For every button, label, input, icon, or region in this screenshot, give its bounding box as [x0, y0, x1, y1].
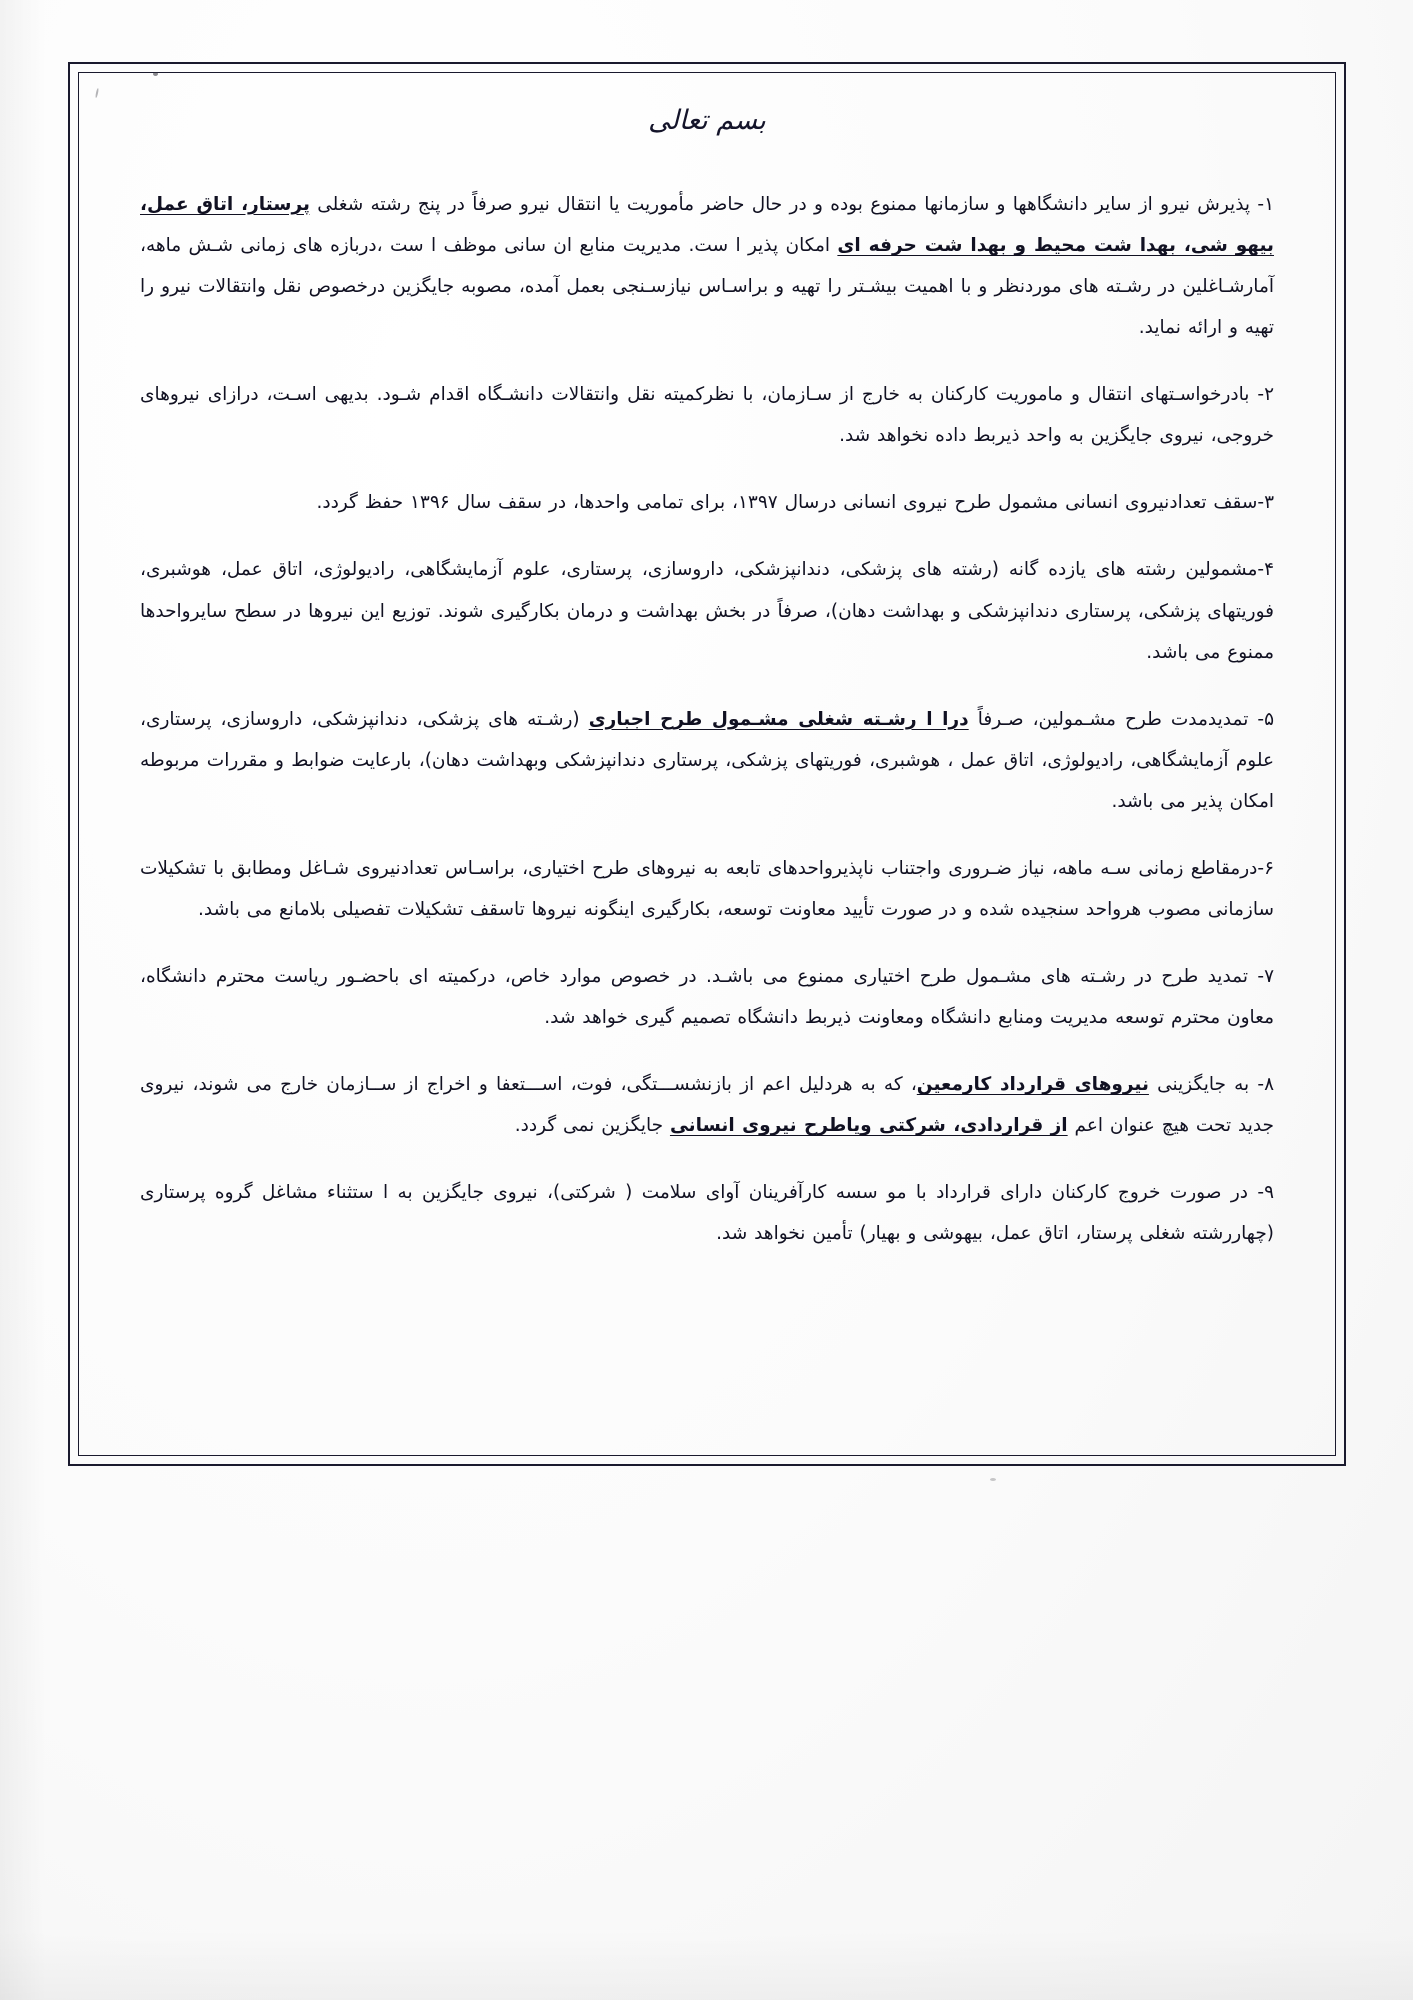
clause-text: امکان پذیر ا ست. مدیریت منابع ان سانی موظف ا ست ،دربازه های زمانی شـش ماهه، آمارشـاغلین در رشـته های موردنظر و با اهمیت بیشـتر را تهیه و براسـاس نیازسـنجی بعمل آمده، مصوبه جایگزین درخصوص نقل وانتقالات نیرو را تهیه و ارائه نماید. [140, 235, 1274, 339]
clause-3 [140, 482, 1274, 523]
clause-1 [140, 184, 1274, 348]
scan-edge-shadow-left [0, 0, 46, 2000]
document-header-basmala: بسم تعالی [648, 105, 766, 136]
emphasized-text: از قراردادی، شرکتی ویاطرح نیروی انسانی [669, 1115, 1068, 1137]
clause-text: ۸- به جایگزینی [1148, 1074, 1274, 1096]
clause-9 [140, 1172, 1274, 1254]
clause-4 [140, 549, 1274, 672]
clause-5 [140, 699, 1274, 822]
clause-text: ۲- بادرخواسـتهای انتقال و ماموریت کارکنان به خارج از سـازمان، با نظرکمیته نقل وانتقالات دانشـگاه اقدام شـود. بدیهی اسـت، درازای نیروهای خروجی، نیروی جایگزین به واحد ذیربط داده نخواهد شد. [140, 384, 1274, 447]
emphasized-text: نیروهای قرارداد کارمعین [916, 1074, 1149, 1096]
clause-6 [140, 848, 1274, 930]
clause-list [140, 184, 1274, 1254]
clause-text: ۹- در صورت خروج کارکنان دارای قرارداد با مو سسه کارآفرینان آوای سلامت ( شرکتی)، نیروی جایگزین به ا ستثناء مشاغل گروه پرستاری (چهاررشته شغلی پرستار، اتاق عمل، بیهوشی و بهیار) تأمین نخواهد شد. [140, 1182, 1274, 1245]
emphasized-text: پرستار، اتاق عمل، بیهو شی، بهدا شت محیط و بهدا شت حرفه ای [140, 194, 1274, 257]
clause-text: (رشـته های پزشکی، دندانپزشکی، داروسازی، پرستاری، علوم آزمایشگاهی، رادیولوژی، اتاق عمل ، هوشبری، فوریتهای پزشکی، پرستاری دندانپزشکی وبهداشت دهان)، بارعایت ضوابط و مقررات مربوطه امکان پذیر می باشد. [140, 708, 1274, 812]
document-body [118, 95, 1296, 1435]
clause-text: ۵- تمدیدمدت طرح مشـمولین، صـرفاً [968, 708, 1274, 730]
scan-speck [990, 1478, 996, 1481]
clause-text: جایگزین نمی گردد. [514, 1115, 670, 1137]
clause-7 [140, 956, 1274, 1038]
clause-2 [140, 374, 1274, 456]
clause-text: ۳-سقف تعدادنیروی انسانی مشمول طرح نیروی انسانی درسال ۱۳۹۷، برای تمامی واحدها، در سقف سال ۱۳۹۶ حفظ گردد. [316, 492, 1274, 514]
clause-text: ۶-درمقاطع زمانی سـه ماهه، نیاز ضـروری واجتناب ناپذیرواحدهای تابعه به نیروهای طرح اختیاری، براسـاس تعدادنیروی شـاغل ومطابق با تشکیلات سازمانی مصوب هرواحد سنجیده شده و در صورت تأیید معاونت توسعه، بکارگیری اینگونه نیروها تاسقف تشکیلات تفصیلی بلامانع می باشد. [140, 857, 1274, 920]
clause-text: ۴-مشمولین رشته های یازده گانه (رشته های پزشکی، دندانپزشکی، داروسازی، پرستاری، علوم آزمایشگاهی، رادیولوژی، اتاق عمل، هوشبری، فوریتهای پزشکی، پرستاری دندانپزشکی و بهداشت دهان)، صرفاً در بخش بهداشت و درمان بکارگیری شوند. توزیع این نیروها در سطح سایرواحدها ممنوع می باشد. [140, 559, 1274, 663]
scan-edge-shadow-bottom [0, 1930, 1413, 2000]
clause-8 [140, 1064, 1274, 1146]
clause-text: ۷- تمدید طرح در رشـته های مشـمول طرح اختیاری ممنوع می باشـد. در خصوص موارد خاص، درکمیته ای باحضـور ریاست محترم دانشگاه، معاون محترم توسعه مدیریت ومنابع دانشگاه ومعاونت ذیربط دانشگاه تصمیم گیری خواهد شد. [140, 965, 1274, 1028]
scan-speck [153, 72, 158, 76]
clause-text: ، که به هردلیل اعم از بازنشســـتگی، فوت، اســـتعفا و اخراج از ســازمان خارج می شوند، نیروی جدید تحت هیچ عنوان اعم [140, 1074, 1274, 1137]
clause-text: ۱- پذیرش نیرو از سایر دانشگاهها و سازمانها ممنوع بوده و در حال حاضر مأموریت یا انتقال نیرو صرفاً در پنج رشته شغلی [309, 194, 1274, 215]
emphasized-text: درا ا رشـته شغلی مشـمول طرح اجباری [588, 708, 969, 730]
